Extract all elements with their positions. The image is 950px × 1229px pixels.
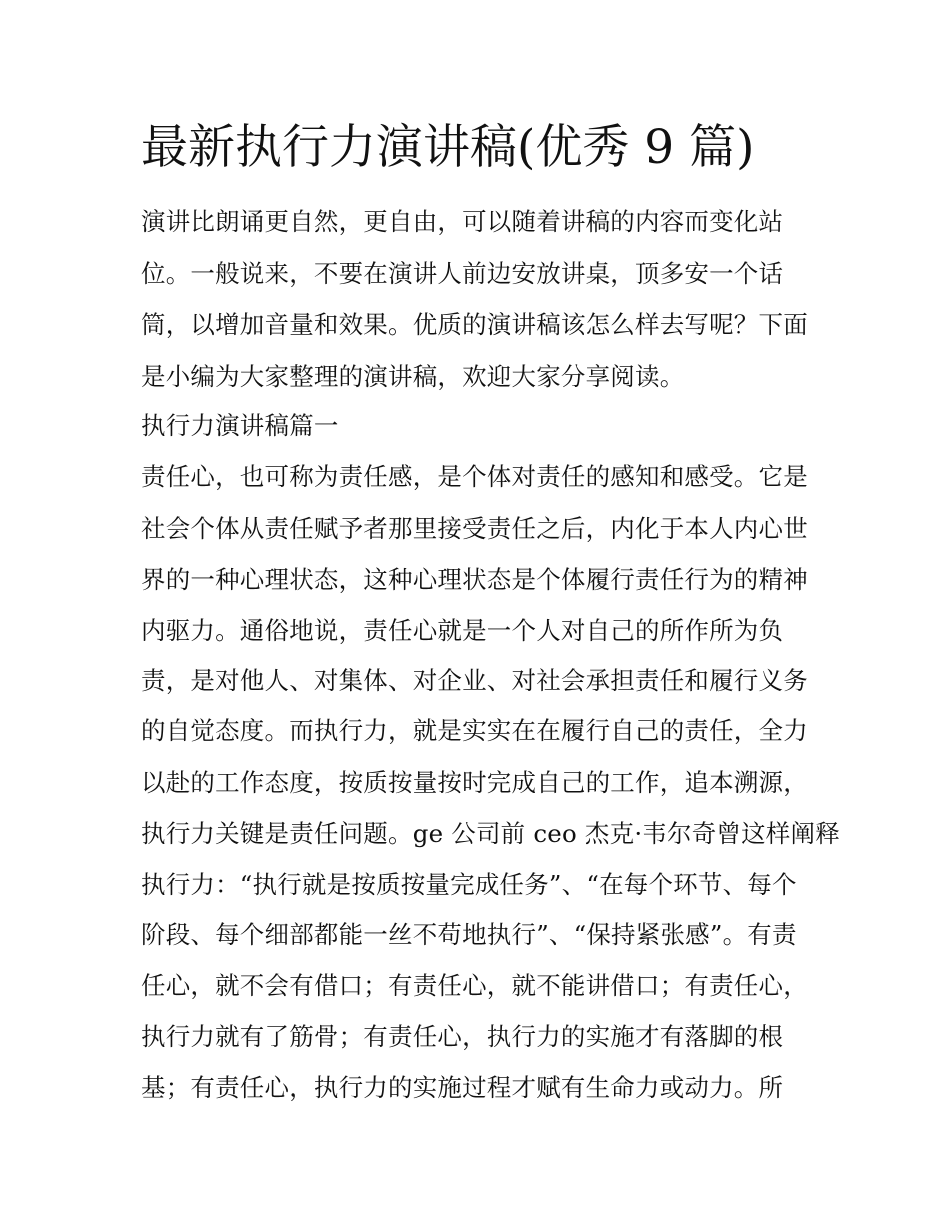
body-line-8: 执行力关键是责任问题。ge 公司前 ceo 杰克·韦尔奇曾这样阐释 xyxy=(141,819,840,848)
intro-line-4: 是小编为大家整理的演讲稿，欢迎大家分享阅读。 xyxy=(141,362,685,391)
document-title: 最新执行力演讲稿(优秀 9 篇) xyxy=(141,120,755,175)
body-line-10: 阶段、每个细部都能一丝不苟地执行”、“保持紧张感”。有责 xyxy=(141,920,797,949)
body-line-1: 责任心，也可称为责任感，是个体对责任的感知和感受。它是 xyxy=(141,462,808,491)
intro-line-1: 演讲比朗诵更自然，更自由，可以随着讲稿的内容而变化站 xyxy=(141,207,784,236)
body-line-2: 社会个体从责任赋予者那里接受责任之后，内化于本人内心世 xyxy=(141,514,808,543)
body-line-7: 以赴的工作态度，按质按量按时完成自己的工作，追本溯源， xyxy=(141,768,808,797)
intro-line-2: 位。一般说来，不要在演讲人前边安放讲桌，顶多安一个话 xyxy=(141,259,784,288)
body-line-12: 执行力就有了筋骨；有责任心，执行力的实施才有落脚的根 xyxy=(141,1022,784,1051)
body-line-6: 的自觉态度。而执行力，就是实实在在履行自己的责任，全力 xyxy=(141,716,808,745)
body-line-5: 责，是对他人、对集体、对企业、对社会承担责任和履行义务 xyxy=(141,666,808,695)
intro-line-3: 筒，以增加音量和效果。优质的演讲稿该怎么样去写呢？下面 xyxy=(141,310,808,339)
body-line-11: 任心，就不会有借口；有责任心，就不能讲借口；有责任心， xyxy=(141,971,808,1000)
body-line-4: 内驱力。通俗地说，责任心就是一个人对自己的所作所为负 xyxy=(141,616,784,645)
section-heading: 执行力演讲稿篇一 xyxy=(141,411,339,440)
body-line-9: 执行力：“执行就是按质按量完成任务”、“在每个环节、每个 xyxy=(141,870,797,899)
body-line-3: 界的一种心理状态，这种心理状态是个体履行责任行为的精神 xyxy=(141,565,808,594)
body-line-13: 基；有责任心，执行力的实施过程才赋有生命力或动力。所 xyxy=(141,1073,784,1102)
